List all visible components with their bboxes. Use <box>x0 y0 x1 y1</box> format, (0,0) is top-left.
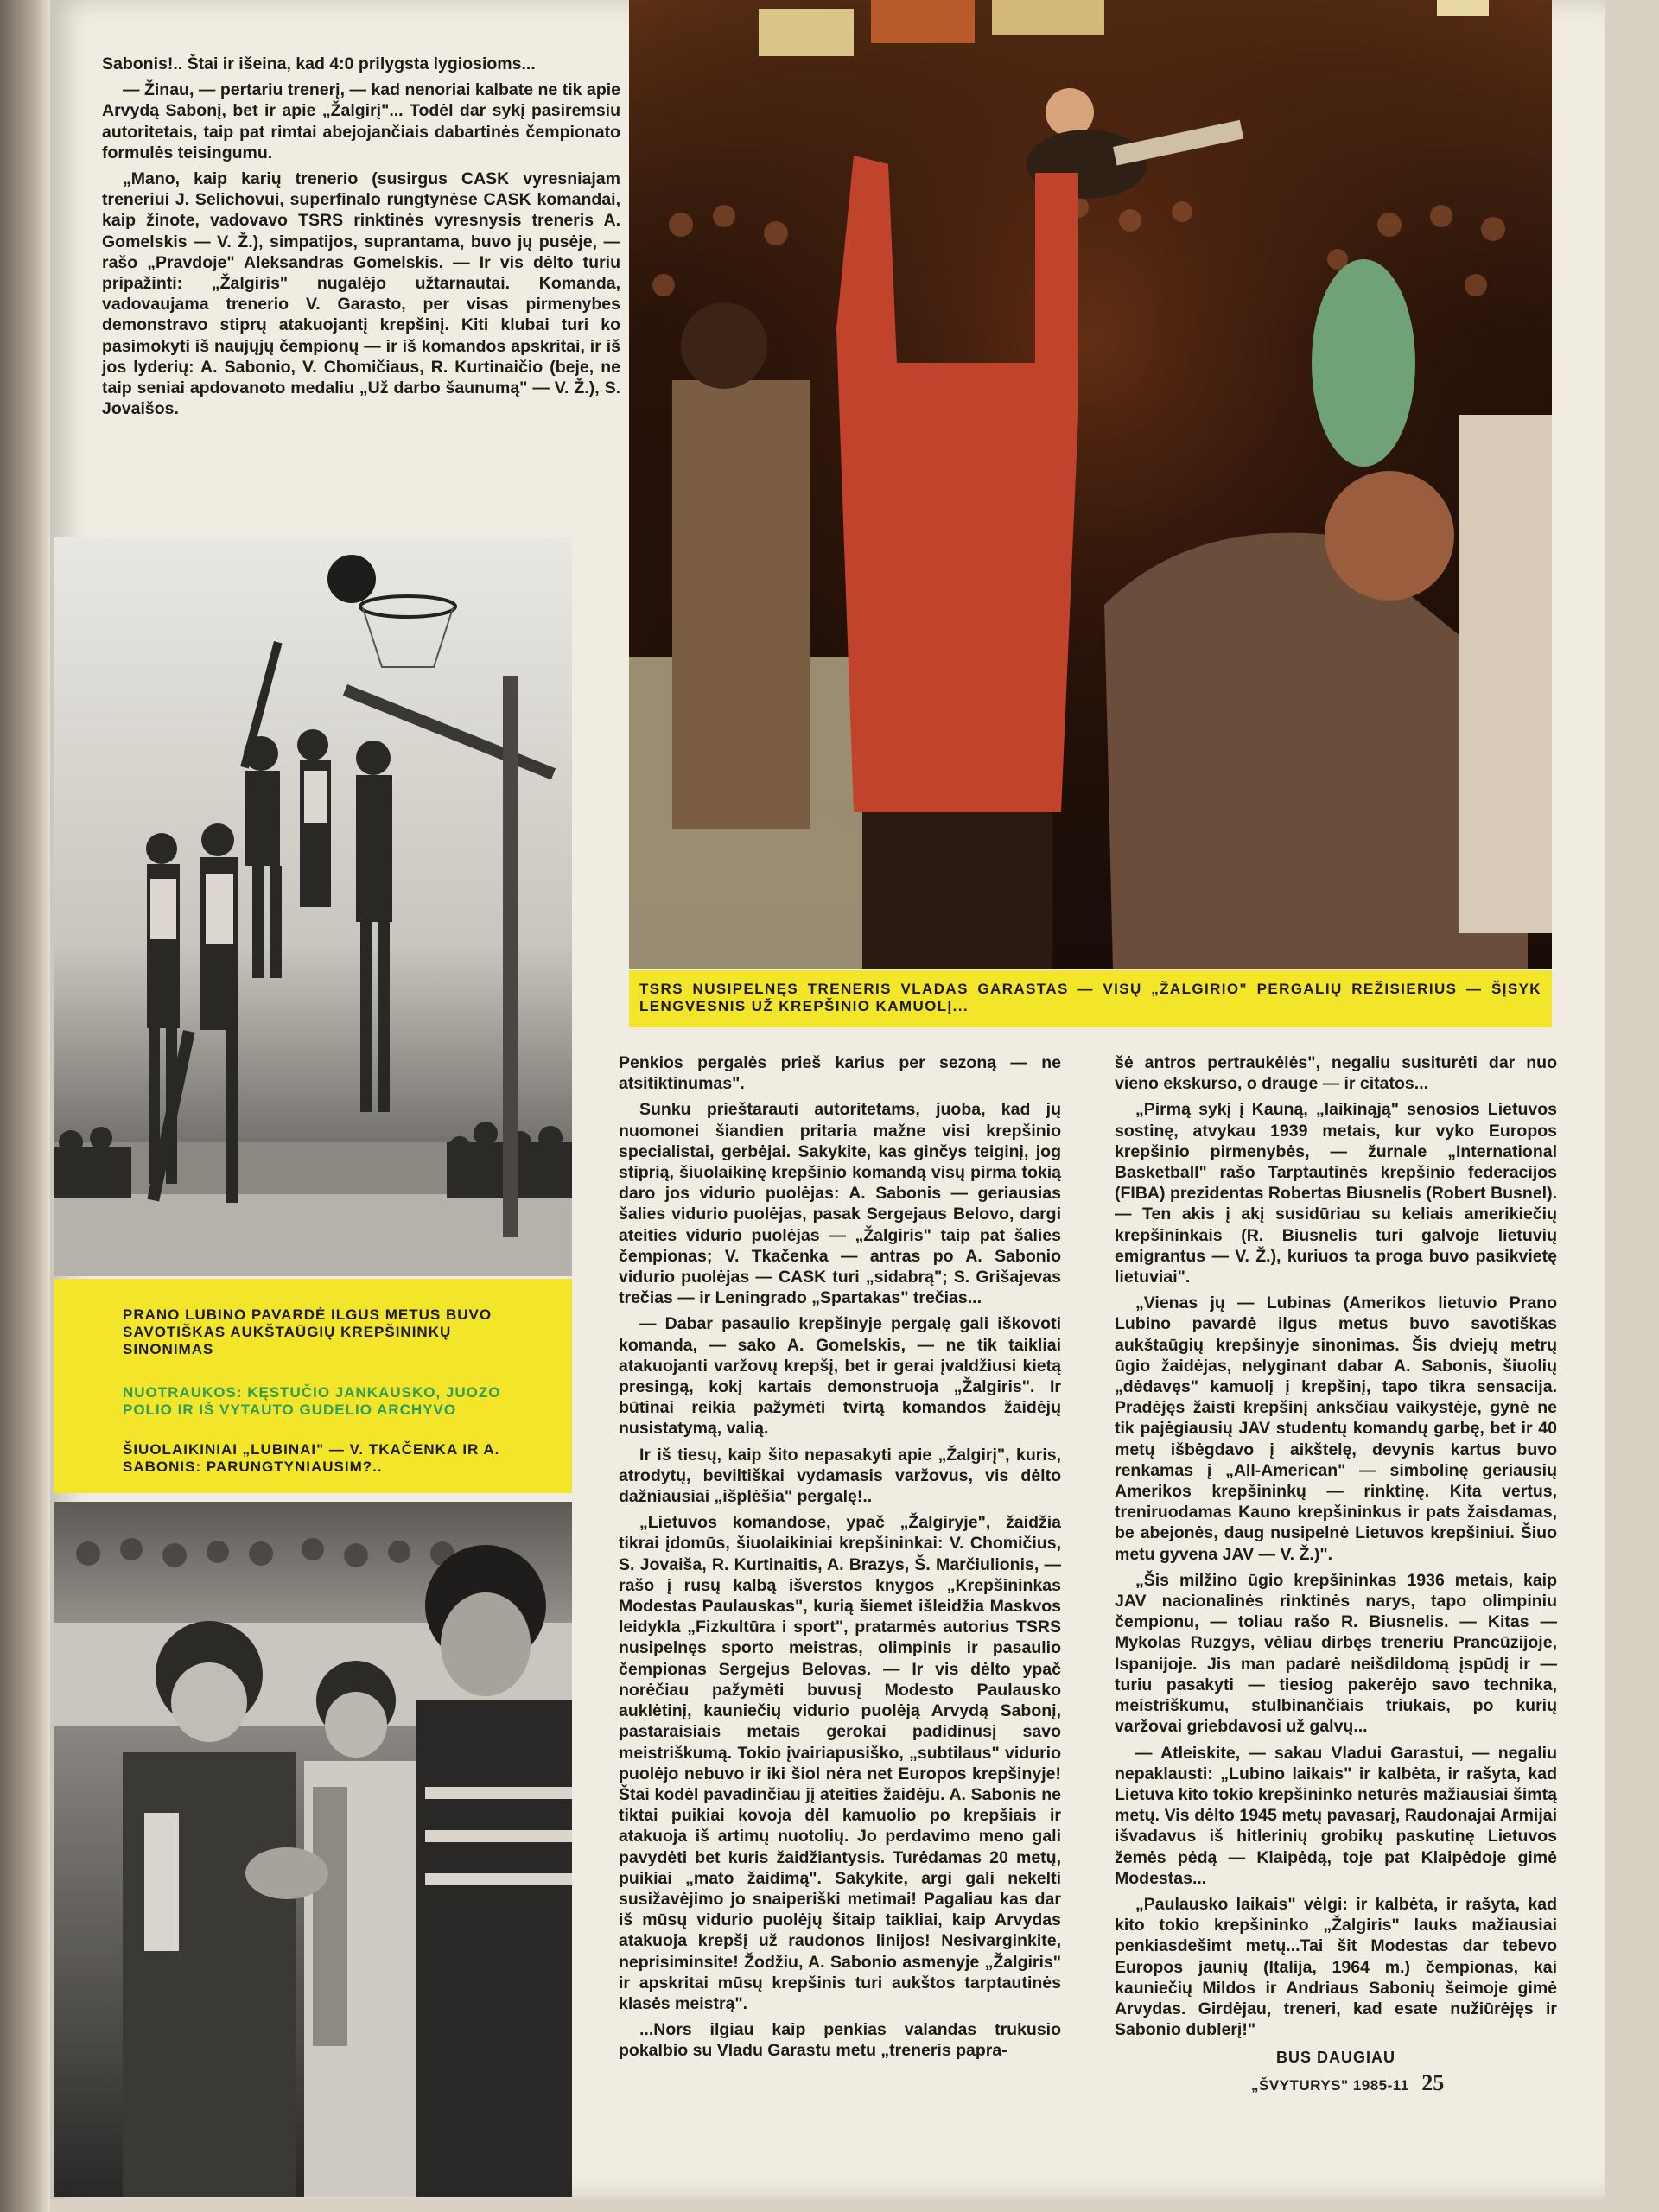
column-3-text <box>1115 1052 1557 2069</box>
page-number: 25 <box>1421 2070 1445 2095</box>
paragraph: „Pirmą sykį į Kauną, „laikinąją" senosios Lietuvos sostinę, atvykau 1939 metais, kur vyko Europos krepšinio pirmenybės, — žurnale „International Basketball" rašo Tarptautinės krepšinio federacijos (FIBA) prezidentas Robertas Biusnelis (Robert Busnel). — Ten akis į akį susidūriau su keliais amerikiečių krepšininkais (R. Biusnelis turi galvoje lietuvių emigrantus — V. Ž.), kuriuos ta proga buvo pasikvietę lietuviai". <box>1115 1100 1557 1287</box>
magazine-page <box>50 0 1605 2199</box>
paragraph: „Mano, kaip karių trenerio (susirgus CASK vyresniajam treneriui J. Selichovui, superfinalo rungtynėse CASK komandai, kaip žinote, vadovavo TSRS rinktinės vyresnysis treneris A. Gomelskis — V. Ž.), simpatijos, suprantama, buvo jų pusėje, — rašo „Pravdoje" Aleksandras Gomelskis. — Ir vis dėlto turiu pripažinti: „Žalgiris" nugalėjo užtarnautai. Komanda, vadovaujama trenerio V. Garasto, per visas pirmenybes demonstravo stiprų atakuojantį krepšinį. Kiti klubai turi ko pasimokyti iš naujųjų čempionų — ir iš komandos apskritai, ir iš jos lyderių: A. Sabonio, V. Chomičiaus, R. Kurtinaičio (beje, ne taip seniai apdovanoto medaliu „Už darbo šaunumą" — V. Ž.), S. Jovaišos. <box>102 169 620 419</box>
paragraph: — Atleiskite, — sakau Vladui Garastui, — negaliu nepaklausti: „Lubino laikais" ir kalbėta, ir rašyta, kad Lietuva kito tokio krepšininko neturės mažiausiai šimtą metų. Vis dėlto 1945 metų pavasarį, Raudonajai Armijai išvadavus iš hitlerinių grobikų paskutinę Lietuvos žemės pėdą — Klaipėdą, toje pat Klaipėdoje gimė Modestas... <box>1115 1743 1557 1888</box>
vintage-game-illustration <box>54 537 572 1276</box>
handshake-photo <box>54 1502 572 2197</box>
binding-spine <box>0 0 50 2212</box>
paragraph: „Paulausko laikais" vėlgi: ir kalbėta, ir rašyta, kad kito tokio krepšininko „Žalgiris" lauks mažiausiai penkiasdešimt metų...Tai šit Modestas dar tebevo Europos jaunių (Italija, 1964 m.) čempionas, kai kauniečių Mildos ir Andriaus Sabonių šeimoje gimė Arvydas. Girdėjau, treneri, kad esate nužiūrėjęs ir Sabonio dublerį!" <box>1115 1894 1557 2040</box>
celebration-photo <box>629 0 1552 969</box>
photo-credits: NUOTRAUKOS: KĘSTUČIO JANKAUSKO, JUOZO POLIO IR IŠ VYTAUTO GUDELIO ARCHYVO <box>123 1384 501 1418</box>
paragraph: „Vienas jų — Lubinas (Amerikos lietuvio Prano Lubino pavardė ilgus metus buvo savotiškas aukštaūgių krepšinyje sinonimas. Šis dviejų metrų ūgio žaidėjas, nelyginant dabar A. Sabonis, šiuolių „dėdavęs" kamuolį į krepšinį, tapo tikra sensacija. Pradėjęs žaisti krepšinį anksčiau vaikystėje, gynė ne tik pajėgiausių JAV studentų komandų garbę, bet ir 40 metų išbėgdavo į aikštelę, devynis kartus buvo renkamas į „All-American" — simbolinę geriausių Amerikos krepšininkų — rinktinę. Kita vertus, treniruodamas Kauno krepšininkus ir pats žaisdamas, be abejonės, daug nusipelnė Lietuvos krepšiniui. Šiuo metu gyvena JAV — V. Ž.)". <box>1115 1294 1557 1564</box>
paragraph: Sunku prieštarauti autoritetams, juoba, kad jų nuomonei šiandien pritaria mažne visi krepšinio specialistai, gerbėjai. Sakykite, kas ginčys teiginį, jog stiprią, šiuolaikinę krepšinio komandą visų pirma tokią daro jos vidurio puolėjas: A. Sabonis — geriausias šalies vidurio puolėjas, pasak Sergejaus Belovo, dargi ateities vidurio puolėjas — „Žalgiris" taip pat šalies čempionas; V. Tkačenka — antras po A. Sabonio vidurio puolėjas — CASK turi „sidabrą"; S. Grišajevas trečias — ir Leningrado „Spartakas" trečias... <box>619 1100 1061 1308</box>
main-photo-caption <box>629 970 1552 1027</box>
caption-lubinas: PRANO LUBINO PAVARDĖ ILGUS METUS BUVO SAVOTIŠKAS AUKŠTAŪGIŲ KREPŠININKŲ SINONIMAS <box>123 1306 493 1357</box>
paragraph: ...Nors ilgiau kaip penkias valandas trukusio pokalbio su Vladu Garastu metu „treneris papra- <box>619 2020 1061 2061</box>
magazine-issue: „ŠVYTURYS" 1985-11 <box>1251 2077 1409 2094</box>
column-1-text <box>102 54 620 424</box>
paragraph: šė antros pertraukėlės", negaliu susiturėti dar nuo vieno ekskurso, o drauge — ir citatos... <box>1115 1053 1557 1094</box>
paragraph: — Žinau, — pertariu trenerį, — kad nenoriai kalbate ne tik apie Arvydą Sabonį, bet ir apie „Žalgirį"... Todėl dar sykį pasiremsiu autoritetais, taip pat rimtai abejojančiais dabartinės čempionato formulės teisingumu. <box>102 80 620 162</box>
paragraph: Penkios pergalės prieš karius per sezoną — ne atsitiktinumas". <box>619 1053 1061 1094</box>
vintage-game-photo <box>54 537 572 1276</box>
caption-modern-lubinai: ŠIUOLAIKINIAI „LUBINAI" — V. TKAČENKA IR A. SABONIS: PARUNGTYNIAUSIM?.. <box>123 1441 500 1475</box>
paragraph: Sabonis!.. Štai ir išeina, kad 4:0 prilygsta lygiosioms... <box>102 54 536 73</box>
celebration-illustration <box>629 0 1552 969</box>
continued-signature: BUS DAUGIAU <box>1275 2049 1395 2067</box>
paragraph: — Dabar pasaulio krepšinyje pergalę gali iškovoti komanda, — sako A. Gomelskis, — ne tik taikliai atakuojanti varžovų krepšį, bet ir gerai įvaldžiusi kietą presingą, kokį kartais demonstruoja „Žalgiris". Ir būtinai reikia pažymėti tvirtą komandos žaidėjų nusistatymą, valią. <box>619 1314 1061 1439</box>
caption-garastas: TSRS NUSIPELNĘS TRENERIS VLADAS GARASTAS — VISŲ „ŽALGIRIO" PERGALIŲ REŽISIERIUS — ŠĮSYK LENGVESNIS UŽ KREPŠINIO KAMUOLĮ... <box>639 981 1541 1014</box>
paragraph: Ir iš tiesų, kaip šito nepasakyti apie „Žalgirį", kuris, atrodytų, beviltiškai vydamasis varžovus, vis dėlto dažniausiai „išplėšia" pergalę!.. <box>619 1445 1061 1507</box>
column-2-text <box>619 1052 1061 2067</box>
page-footer <box>1251 2070 1444 2096</box>
handshake-illustration <box>54 1502 572 2197</box>
photo-captions-box <box>54 1279 572 1493</box>
paragraph: „Šis milžino ūgio krepšininkas 1936 metais, kaip JAV nacionalinės rinktinės narys, tapo olimpiniu čempionu, — toliau rašo R. Biusnelis. — Kitas — Mykolas Ruzgys, vėliau dirbęs treneriu Prancūzijoje, Ispanijoje. Jis man padarė neišdildomą įspūdį ir — turiu pasakyti — tiesiog pakerėjo savo technika, meistriškumu, stulbinančiais triukais, po kurių varžovai griebdavosi už galvų... <box>1115 1570 1557 1737</box>
paragraph: „Lietuvos komandose, ypač „Žalgiryje", žaidžia tikrai įdomūs, šiuolaikiniai krepšininkai: V. Chomičius, S. Jovaiša, R. Kurtinaitis, A. Brazys, Š. Marčiulionis, — rašo į rusų kalbą išverstos knygos „Krepšininkas Modestas Paulauskas", kurią šiemet išleidžia Maskvos leidykla „Fizkultūra i sport", pratarmės autorius TSRS nusipelnęs sporto meistras, olimpinis ir pasaulio čempionas Sergejus Belovas. — Ir vis dėlto ypač norėčiau pažymėti buvusį Modesto Paulausko auklėtinį, kauniečių vidurio puolėją Arvydą Sabonį, pastaraisiais metais gerokai padidinusį savo meistriškumą. Tokio įvairiapusiško, „subtilaus" vidurio puolėjo nebuvo ir iki šiol nėra net Europos krepšinyje! Štai kodėl pavadinčiau jį ateities žaidėju. A. Sabonis ne tiktai puikiai kovoja dėl kamuolio po krepšiais ir atakuoja iš artimų nuotolių. Jo perdavimo meno gali pavydėti bet kuris žaidžiantysis. Turėdamas 20 metų, puikiai „mato žaidimą". Sakykite, argi gali nekelti susižavėjimo jo snaiperiški metimai! Pagaliau kas dar iš mūsų vidurio puolėjų šitaip taikliai, kaip Arvydas atakuoja krepšį už raudonos linijos! Nesivarginkite, neprisiminsite! Žodžiu, A. Sabonio asmenyje „Žalgiris" ir apskritai mūsų krepšinis turi aukštos tarptautinės klasės meistrą". <box>619 1513 1061 2013</box>
